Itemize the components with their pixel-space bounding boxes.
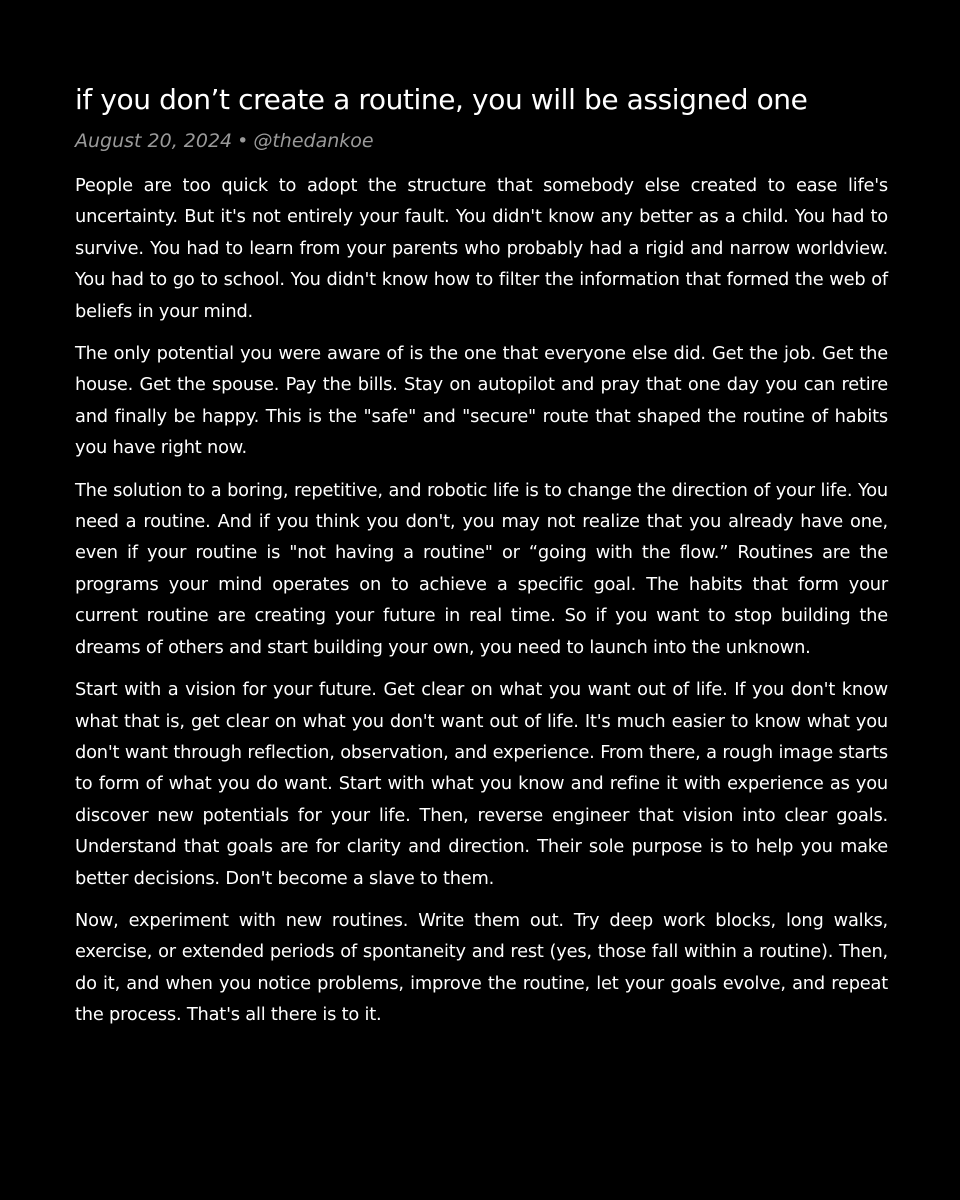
paragraph-3: The solution to a boring, repetitive, and robotic life is to change the direction of your life. You need a routine. And if you think you don't, you may not realize that you already have one, even if your routine is "not having a routine" or “going with the flow.” Routines are the programs your mind operates on to achieve a specific goal. The habits that form your current routine are creating your future in real time. So if you want to stop building the dreams of others and start building your own, you need to launch into the unknown. (75, 479, 888, 658)
article-meta (75, 126, 888, 156)
publish-date: August 20, 2024 (75, 130, 233, 152)
paragraph-5: Now, experiment with new routines. Write them out. Try deep work blocks, long walks, exercise, or extended periods of spontaneity and rest (yes, those fall within a routine). Then, do it, and when you notice problems, improve the routine, let your goals evolve, and repeat the process. That's all there is to it. (75, 909, 888, 1026)
author-handle: @thedankoe (253, 130, 374, 152)
paragraph-2: The only potential you were aware of is the one that everyone else did. Get the job. Get the house. Get the spouse. Pay the bills. Stay on autopilot and pray that one day you can retire and finally be happy. This is the "safe" and "secure" route that shaped the routine of habits you have right now. (75, 343, 888, 459)
article-title: if you don’t create a routine, you will be assigned one (75, 83, 808, 116)
meta-separator: • (237, 130, 249, 152)
paragraph-1: People are too quick to adopt the structure that somebody else created to ease life's uncertainty. But it's not entirely your fault. You didn't know any better as a child. You had to survive. You had to learn from your parents who probably had a rigid and narrow worldview. You had to go to school. You didn't know how to filter the information that formed the web of beliefs in your mind. (75, 175, 888, 322)
paragraph-4: Start with a vision for your future. Get clear on what you want out of life. If you don't know what that is, get clear on what you don't want out of life. It's much easier to know what you don't want through reflection, observation, and experience. From there, a rough image starts to form of what you do want. Start with what you know and refine it with experience as you discover new potentials for your life. Then, reverse engineer that vision into clear goals. Understand that goals are for clarity and direction. Their sole purpose is to help you make better decisions. Don't become a slave to them. (75, 679, 888, 889)
article (75, 78, 888, 1042)
